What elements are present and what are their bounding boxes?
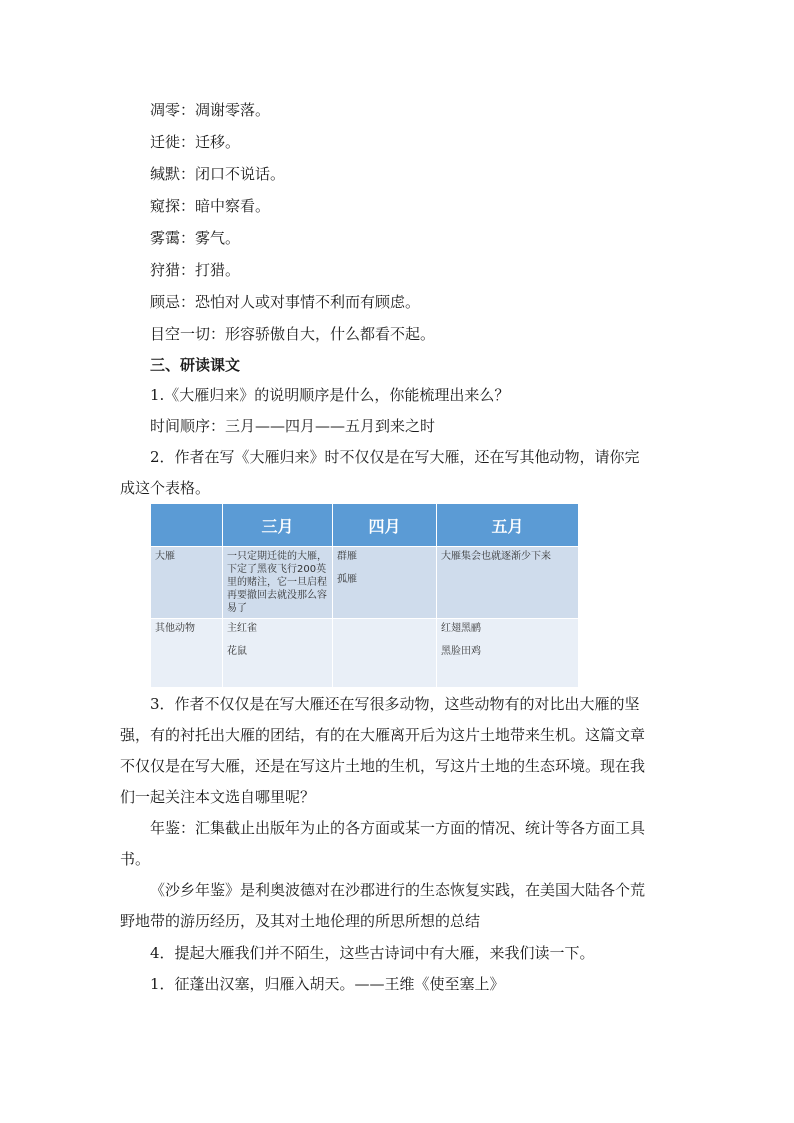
paragraph-3-line: 不仅仅是在写大雁，还是在写这片土地的生机，写这片土地的生态环境。现在我 xyxy=(120,757,646,775)
question-1: 1.《大雁归来》的说明顺序是什么，你能梳理出来么？ xyxy=(150,386,510,404)
row-label: 其他动物 xyxy=(155,623,195,634)
vocab-item: 顾忌：恐怕对人或对事情不利而有顾虑。 xyxy=(150,293,421,311)
table-cell: 一只定期迁徙的大雁，下定了黑夜飞行200英里的赌注，它一旦启程再要撤回去就没那么容易了 xyxy=(227,551,327,614)
answer-1: 时间顺序：三月——四月——五月到来之时 xyxy=(150,417,436,435)
paragraph-3-line: 们一起关注本文选自哪里呢？ xyxy=(120,788,316,806)
shaxiang-line: 野地带的游历经历，及其对土地伦理的所思所想的总结 xyxy=(120,912,481,930)
vocab-item: 狩猎：打猎。 xyxy=(150,261,241,279)
cell-entry: 红翅黑鹂 xyxy=(441,623,481,634)
animals-table xyxy=(150,503,579,688)
cell-entry: 主红雀 xyxy=(227,623,257,634)
vocab-item: 目空一切：形容骄傲自大，什么都看不起。 xyxy=(150,325,436,343)
paragraph-3-line: 强，有的衬托出大雁的团结，有的在大雁离开后为这片土地带来生机。这篇文章 xyxy=(120,726,646,744)
table-row xyxy=(151,619,579,688)
table-cell xyxy=(437,619,578,661)
poem-line: 1．征蓬出汉塞，归雁入胡天。——王维《使至塞上》 xyxy=(150,975,505,993)
vocab-item: 凋零：凋谢零落。 xyxy=(150,101,271,119)
table-cell xyxy=(333,619,436,625)
table-row xyxy=(151,547,579,619)
vocab-item: 迁徙：迁移。 xyxy=(150,133,241,151)
table-header-march: 三月 xyxy=(223,504,333,547)
vocab-item: 雾霭：雾气。 xyxy=(150,229,241,247)
nianjian-line: 年鉴：汇集截止出版年为止的各方面或某一方面的情况、统计等各方面工具 xyxy=(150,819,646,837)
table-header-corner xyxy=(151,504,223,547)
section-heading: 三、研读课文 xyxy=(150,356,241,374)
cell-entry: 黑脸田鸡 xyxy=(441,646,481,657)
question-2-line: 成这个表格。 xyxy=(120,479,211,497)
row-label: 大雁 xyxy=(155,551,175,562)
nianjian-line: 书。 xyxy=(120,850,151,868)
shaxiang-line: 《沙乡年鉴》是利奥波德对在沙郡进行的生态恢复实践，在美国大陆各个荒 xyxy=(150,881,646,899)
question-4: 4．提起大雁我们并不陌生，这些古诗词中有大雁，来我们读一下。 xyxy=(150,944,595,962)
table-header-april: 四月 xyxy=(333,504,437,547)
cell-entry: 花鼠 xyxy=(227,646,247,657)
table-cell xyxy=(223,619,332,661)
vocab-item: 缄默：闭口不说话。 xyxy=(150,165,286,183)
vocab-item: 窥探：暗中察看。 xyxy=(150,197,271,215)
cell-entry: 群雁 xyxy=(337,551,357,562)
cell-entry: 孤雁 xyxy=(337,574,357,585)
paragraph-3-line: 3．作者不仅仅是在写大雁还在写很多动物，这些动物有的对比出大雁的坚 xyxy=(150,695,640,713)
table-cell xyxy=(333,547,436,589)
question-2-line: 2．作者在写《大雁归来》时不仅仅是在写大雁，还在写其他动物，请你完 xyxy=(150,448,640,466)
table-header-may: 五月 xyxy=(437,504,579,547)
table-cell: 大雁集会也就逐渐少下来 xyxy=(441,551,551,562)
